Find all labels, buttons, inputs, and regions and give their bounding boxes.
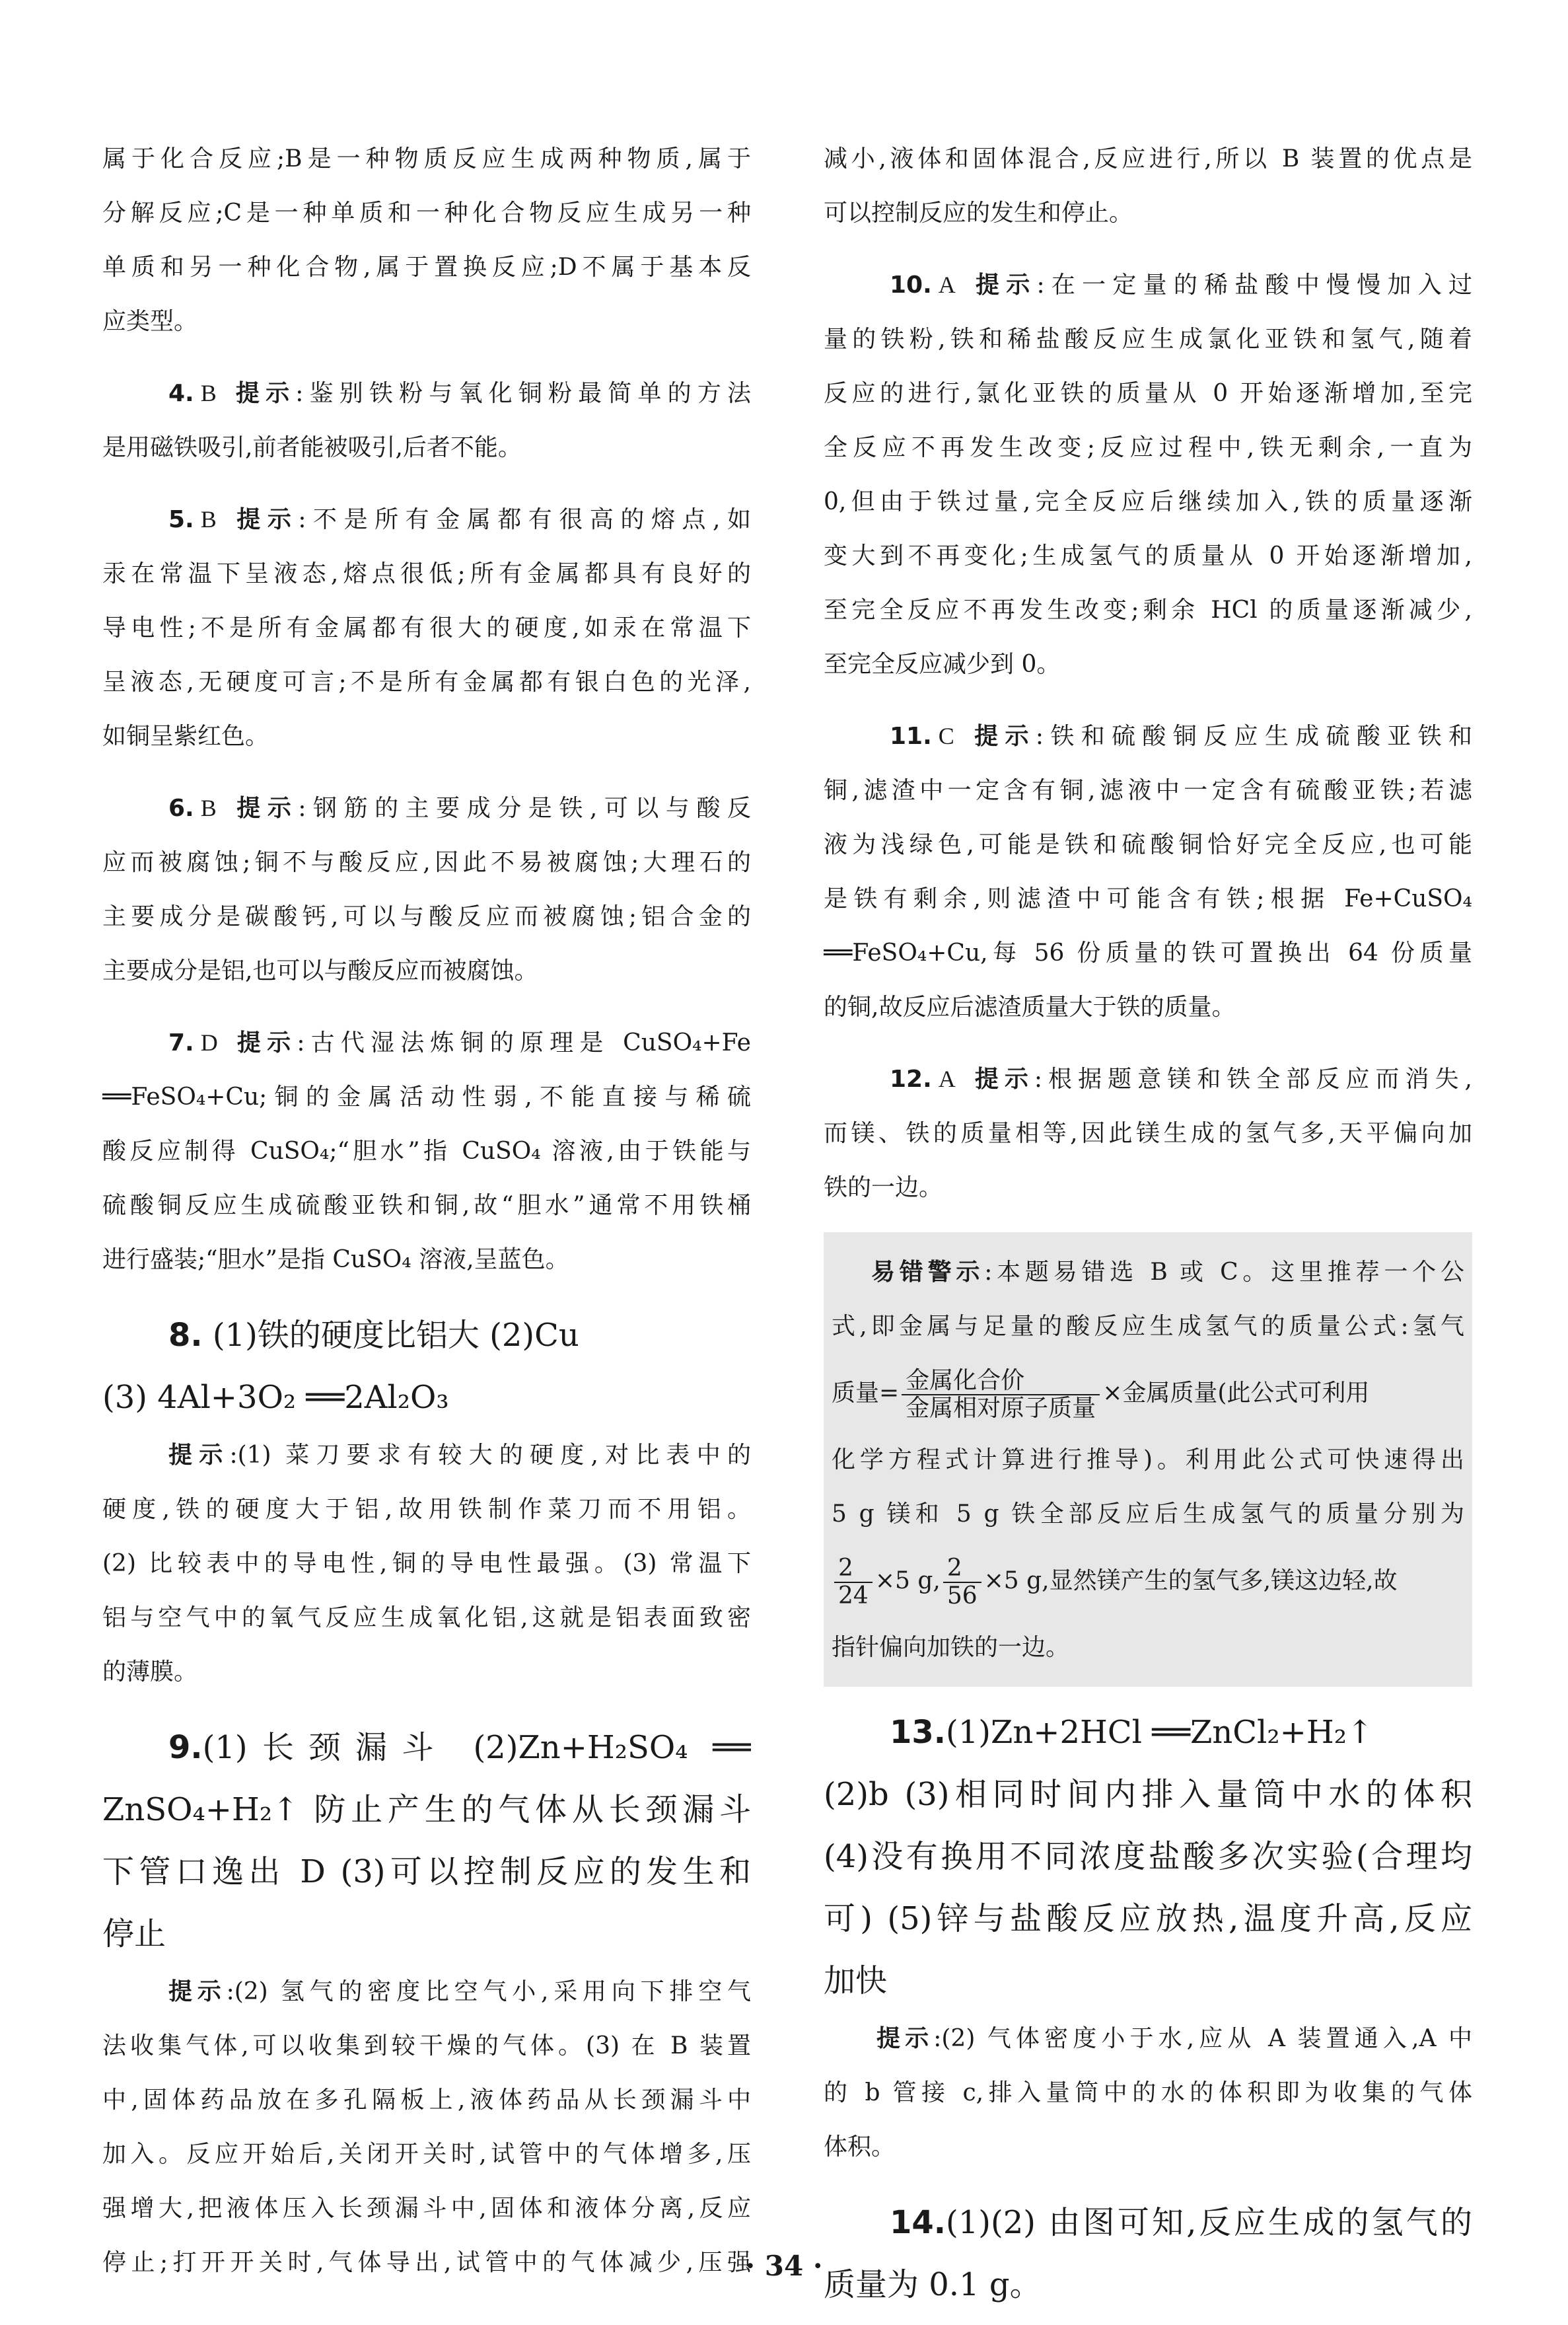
text-line: 5 g 镁和 5 g 铁全部反应后生成氢气的质量分别为 — [832, 1500, 1464, 1528]
intro-paragraph — [102, 132, 751, 349]
right-column — [824, 132, 1472, 2316]
answer-line: 质量为 0.1 g。 — [824, 2266, 1042, 2303]
answer-letter: B — [200, 795, 217, 821]
answer-line: (1)Zn+2HCl ══ZnCl₂+H₂↑ — [946, 1714, 1374, 1751]
answer-line: 加快 — [824, 1962, 888, 1999]
text-line: :古代湿法炼铜的原理是 CuSO₄+Fe — [297, 1029, 751, 1056]
answer-5 — [102, 492, 751, 764]
hint-label: 提示 — [229, 795, 299, 822]
answer-9 — [102, 1716, 751, 2290]
text-line: 可以控制反应的发生和停止。 — [824, 200, 1133, 227]
hint-label: 提示 — [967, 723, 1036, 750]
text-line: 液为浅绿色,可能是铁和硫酸铜恰好完全反应,也可能 — [824, 831, 1472, 858]
answer-line: (1)(2) 由图可知,反应生成的氢气的 — [946, 2204, 1472, 2241]
answer-line: (4)没有换用不同浓度盐酸多次实验(合理均 — [824, 1838, 1472, 1875]
text-line: :(2) 氢气的密度比空气小,采用向下排空气 — [226, 1978, 751, 2005]
text-line: 进行盛装;“胆水”是指 CuSO₄ 溶液,呈蓝色。 — [102, 1246, 569, 1273]
answer-letter: B — [200, 506, 217, 533]
text-line: :本题易错选 B 或 C。这里推荐一个公 — [984, 1259, 1464, 1286]
text-line: 至完全反应减少到 0。 — [824, 651, 1061, 678]
answer-6 — [102, 781, 751, 998]
answer-letter: B — [200, 380, 217, 406]
text-line: 硫酸铜反应生成硫酸亚铁和铜,故“胆水”通常不用铁桶 — [102, 1192, 751, 1219]
text-line: 单质和另一种化合物,属于置换反应;D不属于基本反 — [102, 254, 751, 281]
text-line: :(1) 菜刀要求有较大的硬度,对比表中的 — [229, 1442, 751, 1469]
question-number: 6. — [168, 795, 194, 822]
hint-label: 提示 — [229, 506, 299, 533]
text-line: (2) 比较表中的导电性,铜的导电性最强。(3) 常温下 — [102, 1550, 751, 1577]
text-line: 酸反应制得 CuSO₄;“胆水”指 CuSO₄ 溶液,由于铁能与 — [102, 1138, 751, 1165]
question-number: 14. — [890, 2204, 946, 2241]
text-line: 化学方程式计算进行推导)。利用此公式可快速得出 — [832, 1446, 1464, 1473]
text-line: 变大到不再变化;生成氢气的质量从 0 开始逐渐增加, — [824, 542, 1472, 570]
text-line: 呈液态,无硬度可言;不是所有金属都有银白色的光泽, — [102, 669, 751, 696]
answer-line: 停止 — [102, 1915, 166, 1952]
continued-paragraph — [824, 132, 1472, 240]
text-line: 硬度,铁的硬度大于铝,故用铁制作菜刀而不用铝。 — [102, 1496, 751, 1523]
left-column — [102, 132, 751, 2290]
answer-line: (1)铁的硬度比铝大 (2)Cu — [212, 1317, 579, 1354]
answer-8 — [102, 1304, 751, 1699]
text-line: 0,但由于铁过量,完全反应后继续加入,铁的质量逐渐 — [824, 488, 1472, 515]
text-line: 减小,液体和固体混合,反应进行,所以 B 装置的优点是 — [824, 145, 1472, 172]
warning-label: 易错警示 — [871, 1259, 985, 1286]
answer-line: 可) (5)锌与盐酸反应放热,温度升高,反应 — [824, 1900, 1472, 1937]
answer-11 — [824, 709, 1472, 1035]
text-line: 体积。 — [824, 2133, 896, 2160]
text-line: 强增大,把液体压入长颈漏斗中,固体和液体分离,反应 — [102, 2195, 751, 2222]
text-line: 分解反应;C是一种单质和一种化合物反应生成另一种 — [102, 200, 751, 227]
question-number: 4. — [168, 380, 194, 407]
answer-7 — [102, 1015, 751, 1287]
question-number: 13. — [890, 1714, 946, 1751]
common-mistake-box — [824, 1232, 1472, 1687]
text-line: 铝与空气中的氧气反应生成氧化铝,这就是铝表面致密 — [102, 1604, 751, 1631]
text-line: 的薄膜。 — [102, 1658, 198, 1685]
text-line: 主要成分是碳酸钙,可以与酸反应而被腐蚀;铝合金的 — [102, 903, 751, 930]
text-line: 至完全反应不再发生改变;剩余 HCl 的质量逐渐减少, — [824, 597, 1472, 624]
text-line: 而镁、铁的质量相等,因此镁生成的氢气多,天平偏向加 — [824, 1120, 1472, 1147]
text-line: 汞在常温下呈液态,熔点很低;所有金属都具有良好的 — [102, 560, 751, 587]
question-number: 5. — [168, 506, 194, 533]
text-line: 加入。反应开始后,关闭开关时,试管中的气体增多,压 — [102, 2141, 751, 2168]
text-line: ══FeSO₄+Cu;铜的金属活动性弱,不能直接与稀硫 — [102, 1084, 751, 1111]
text-line: 应类型。 — [102, 308, 198, 335]
hint-label: 提示 — [968, 272, 1037, 299]
text-line: 停止;打开开关时,气体导出,试管中的气体减少,压强 — [102, 2249, 751, 2276]
question-number: 11. — [890, 723, 932, 750]
text-line: 式,即金属与足量的酸反应生成氢气的质量公式:氢气 — [832, 1313, 1464, 1340]
text-line: 铁的一边。 — [824, 1174, 943, 1201]
hint-label: 提示 — [168, 1442, 230, 1469]
answer-letter: A — [938, 1066, 956, 1092]
text-line: :不是所有金属都有很高的熔点,如 — [298, 506, 751, 533]
question-number: 12. — [890, 1066, 932, 1093]
hint-label: 提示 — [229, 380, 296, 407]
text-line: :钢筋的主要成分是铁,可以与酸反 — [298, 795, 751, 822]
answer-letter: D — [200, 1029, 218, 1056]
answer-letter: A — [938, 272, 956, 298]
hint-label: 提示 — [968, 1066, 1034, 1093]
question-number: 9. — [168, 1729, 203, 1766]
text-line: :(2) 气体密度小于水,应从 A 装置通入,A 中 — [933, 2025, 1472, 2052]
fraction-fe: $\frac{2}{56}$ — [943, 1555, 981, 1609]
answer-12 — [824, 1052, 1472, 1215]
answer-letter: C — [938, 723, 954, 749]
text-line: :根据题意镁和铁全部反应而消失, — [1034, 1066, 1472, 1093]
hint-label: 提示 — [168, 1978, 227, 2005]
question-number: 8. — [168, 1317, 203, 1354]
text-line: 的 b 管接 c,排入量筒中的水的体积即为收集的气体 — [824, 2079, 1472, 2106]
answer-10 — [824, 258, 1472, 692]
hint-label: 提示 — [876, 2025, 934, 2052]
text-line: 导电性;不是所有金属都有很大的硬度,如汞在常温下 — [102, 614, 751, 642]
formula-fraction: $\frac{\text{金属化合价}}{\text{金属相对原子质量}}$ — [902, 1368, 1100, 1421]
answer-line: 下管口逸出 D (3)可以控制反应的发生和 — [102, 1853, 751, 1890]
text-line: :在一定量的稀盐酸中慢慢加入过 — [1036, 272, 1472, 299]
formula-line: 质量= $\frac{\text{金属化合价}}{\text{金属相对原子质量}}$ ×金属质量(此公式可利用 — [832, 1367, 1370, 1422]
answer-line: ZnSO₄+H₂↑ 防止产生的气体从长颈漏斗 — [102, 1791, 751, 1828]
text-line: 的铜,故反应后滤渣质量大于铁的质量。 — [824, 994, 1236, 1021]
text-line: 反应的进行,氯化亚铁的质量从 0 开始逐渐增加,至完 — [824, 380, 1472, 407]
text-line: 是用磁铁吸引,前者能被吸引,后者不能。 — [102, 434, 522, 461]
question-number: 10. — [890, 272, 932, 299]
text-line: 指针偏向加铁的一边。 — [832, 1634, 1070, 1661]
text-line: 主要成分是铝,也可以与酸反应而被腐蚀。 — [102, 957, 538, 984]
text-line: 量的铁粉,铁和稀盐酸反应生成氯化亚铁和氢气,随着 — [824, 326, 1472, 353]
text-line: 属于化合反应;B是一种物质反应生成两种物质,属于 — [102, 145, 751, 172]
text-line: 全反应不再发生改变;反应过程中,铁无剩余,一直为 — [824, 434, 1472, 461]
text-line: ══FeSO₄+Cu,每 56 份质量的铁可置换出 64 份质量 — [824, 940, 1472, 967]
page-number: · 34 · — [745, 2250, 823, 2282]
question-number: 7. — [168, 1029, 194, 1056]
answer-line: (2)b (3)相同时间内排入量筒中水的体积 — [824, 1776, 1472, 1813]
text-line: 应而被腐蚀;铜不与酸反应,因此不易被腐蚀;大理石的 — [102, 849, 751, 876]
hint-label: 提示 — [231, 1029, 297, 1056]
answer-line: (3) 4Al+3O₂ ══2Al₂O₃ — [102, 1379, 449, 1416]
text-line: :铁和硫酸铜反应生成硫酸亚铁和 — [1035, 723, 1472, 750]
answer-4 — [102, 366, 751, 475]
text-line: 铜,滤渣中一定含有铜,滤液中一定含有硫酸亚铁;若滤 — [824, 777, 1472, 804]
fraction-calc-line: $\frac{2}{24}$ ×5 g, $\frac{2}{56}$ ×5 g,显然镁产生的氢气多,镁这边轻,故 — [832, 1541, 1464, 1621]
text-line: 中,固体药品放在多孔隔板上,液体药品从长颈漏斗中 — [102, 2086, 751, 2114]
text-line: 是铁有剩余,则滤渣中可能含有铁;根据 Fe+CuSO₄ — [824, 885, 1472, 912]
answer-13 — [824, 1701, 1472, 2174]
fraction-mg: $\frac{2}{24}$ — [834, 1555, 873, 1609]
text-line: :鉴别铁粉与氧化铜粉最简单的方法 — [295, 380, 751, 407]
text-line: 法收集气体,可以收集到较干燥的气体。(3) 在 B 装置 — [102, 2032, 751, 2059]
answer-line: (1)长颈漏斗 (2)Zn+H₂SO₄ ══ — [202, 1729, 751, 1766]
text-line: 如铜呈紫红色。 — [102, 723, 269, 750]
